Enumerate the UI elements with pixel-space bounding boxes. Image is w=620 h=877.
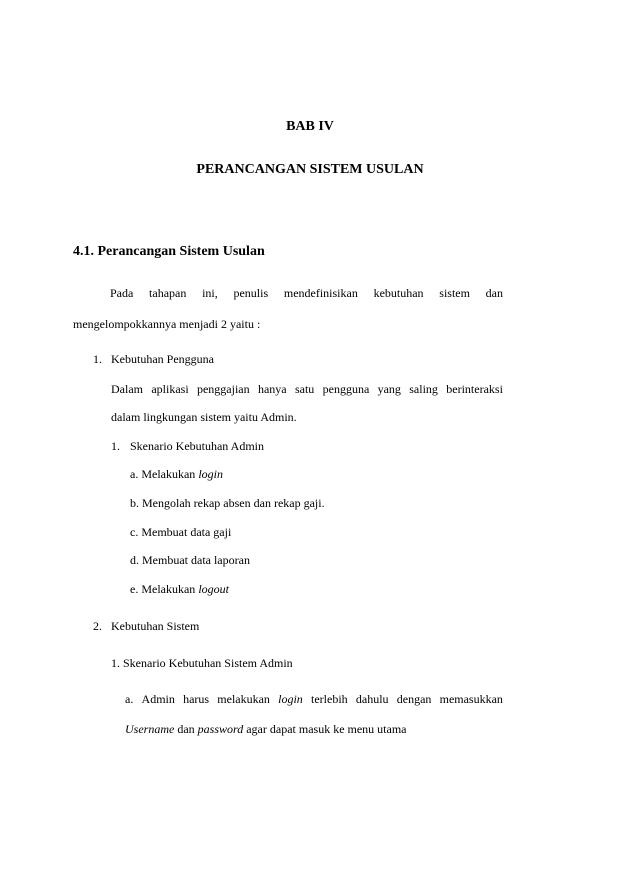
word: mendefinisikan xyxy=(283,286,358,300)
word: satu xyxy=(294,382,315,396)
word: aplikasi xyxy=(151,382,189,396)
word: memasukkan xyxy=(439,692,503,706)
word: ini, xyxy=(202,286,218,300)
list-item-text: Membuat data gaji xyxy=(141,525,232,539)
list-item xyxy=(130,582,229,596)
username-term: Username xyxy=(125,722,175,736)
word: penggajian xyxy=(196,382,250,396)
list-item-letter: e. xyxy=(130,582,139,596)
item-2-a-line-2 xyxy=(125,722,407,736)
list-item-text: Melakukan xyxy=(141,467,196,481)
list-item-letter: c. xyxy=(130,525,139,539)
word: dan xyxy=(485,286,503,300)
item-2-sub-label: 1. Skenario Kebutuhan Sistem Admin xyxy=(111,656,293,670)
section-number: 4.1. xyxy=(73,244,94,259)
word: login xyxy=(278,692,303,706)
list-item xyxy=(130,553,250,567)
item-1-title: Kebutuhan Pengguna xyxy=(111,352,214,366)
word: dengan xyxy=(396,692,432,706)
list-item-italic-term: logout xyxy=(198,582,229,596)
list-item-letter: d. xyxy=(130,553,139,567)
word: a. xyxy=(125,692,134,706)
word: sistem xyxy=(439,286,470,300)
item-1-number: 1. xyxy=(93,352,102,366)
list-item-italic-term: login xyxy=(198,467,223,481)
intro-line-1 xyxy=(110,286,503,300)
item-2-title: Kebutuhan Sistem xyxy=(111,619,200,633)
section-title: Perancangan Sistem Usulan xyxy=(97,244,265,259)
word: hanya xyxy=(257,382,287,396)
item-2-number: 2. xyxy=(93,619,102,633)
password-term: password xyxy=(197,722,244,736)
word: harus xyxy=(183,692,210,706)
word: kebutuhan xyxy=(373,286,424,300)
list-item-letter: b. xyxy=(130,496,139,510)
conjunction-text: dan xyxy=(177,722,195,736)
item-1-desc-line-1 xyxy=(111,382,503,396)
item-1-sub-title: Skenario Kebutuhan Admin xyxy=(130,439,264,453)
word: berinteraksi xyxy=(446,382,503,396)
chapter-number: BAB IV xyxy=(286,119,334,134)
list-item xyxy=(130,467,223,481)
word: yang xyxy=(377,382,401,396)
word: saling xyxy=(409,382,438,396)
list-item-text: Mengolah rekap absen dan rekap gaji. xyxy=(142,496,325,510)
word: Admin xyxy=(141,692,175,706)
word: dahulu xyxy=(355,692,389,706)
word: melakukan xyxy=(217,692,270,706)
word: Dalam xyxy=(111,382,143,396)
list-item-text: Melakukan xyxy=(141,582,196,596)
chapter-title: PERANCANGAN SISTEM USULAN xyxy=(196,162,424,177)
word: penulis xyxy=(233,286,269,300)
list-item-text: Membuat data laporan xyxy=(142,553,250,567)
list-item xyxy=(130,496,325,510)
word: tahapan xyxy=(149,286,187,300)
item-1-desc-line-2: dalam lingkungan sistem yaitu Admin. xyxy=(111,410,297,424)
word: pengguna xyxy=(322,382,370,396)
section-heading xyxy=(73,244,265,260)
item-2-a-line-1 xyxy=(125,692,503,706)
intro-line-2: mengelompokkannya menjadi 2 yaitu : xyxy=(73,317,261,331)
list-item-letter: a. xyxy=(130,467,139,481)
word: terlebih xyxy=(311,692,348,706)
list-item xyxy=(130,525,231,539)
line-tail-text: agar dapat masuk ke menu utama xyxy=(246,722,407,736)
item-1-sub-number: 1. xyxy=(111,439,120,453)
word: Pada xyxy=(110,286,134,300)
